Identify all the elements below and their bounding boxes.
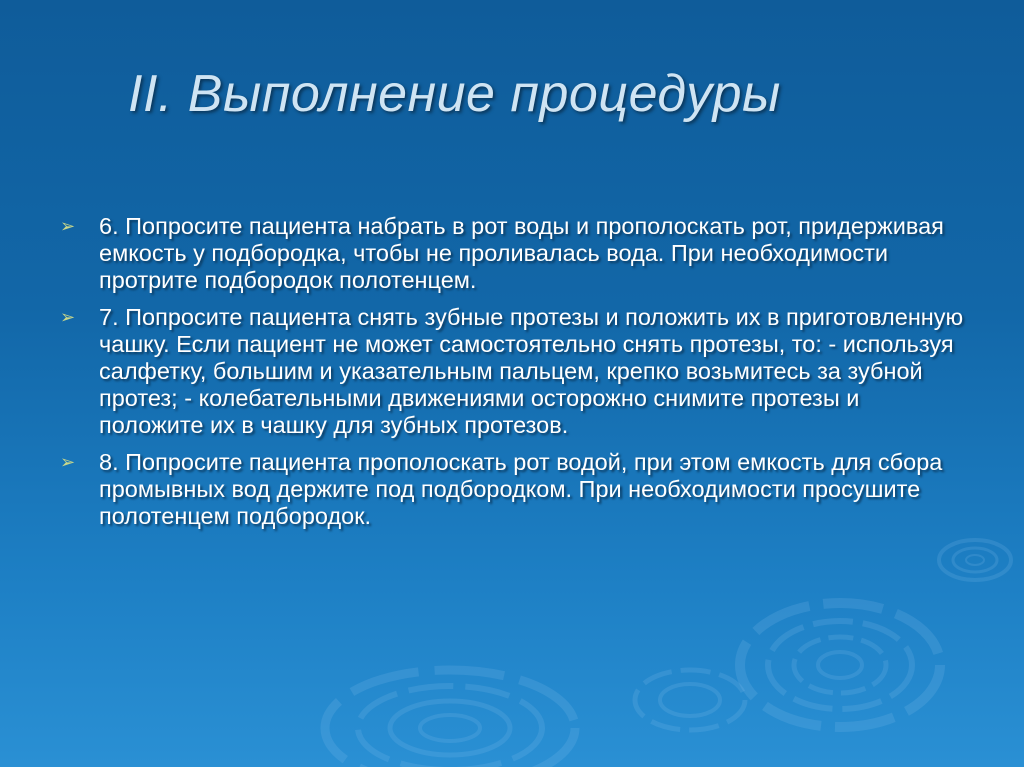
bullet-item-8 bbox=[60, 449, 965, 531]
bullet-item-6 bbox=[60, 213, 965, 295]
arrowhead-bullet-icon: ➢ bbox=[60, 451, 76, 472]
arrowhead-bullet-icon: ➢ bbox=[60, 306, 76, 327]
bullet-item-7 bbox=[60, 304, 965, 440]
bullet-text: 8. Попросите пациента прополоскать рот водой, при этом емкость для сбора промывных вод держите под подбородком. При необходимости просушите полотенцем подбородок. bbox=[99, 448, 943, 530]
bullet-text: 7. Попросите пациента снять зубные протезы и положить их в приготовленную чашку. Если пациент не может самостоятельно снять протезы, то: - используя салфетку, большим и указательным пальцем, крепко возьмитесь за зубной протез; - колебательными движениями осторожно снимите протезы и положите их в чашку для зубных протезов. bbox=[99, 303, 964, 439]
bullet-text: 6. Попросите пациента набрать в рот воды и прополоскать рот, придерживая емкость у подбородка, чтобы не проливалась вода. При необходимости протрите подбородок полотенцем. bbox=[99, 213, 944, 294]
bullet-list bbox=[60, 213, 965, 539]
arrowhead-bullet-icon: ➢ bbox=[60, 216, 76, 236]
slide-title: II. Выполнение процедуры bbox=[128, 65, 781, 123]
